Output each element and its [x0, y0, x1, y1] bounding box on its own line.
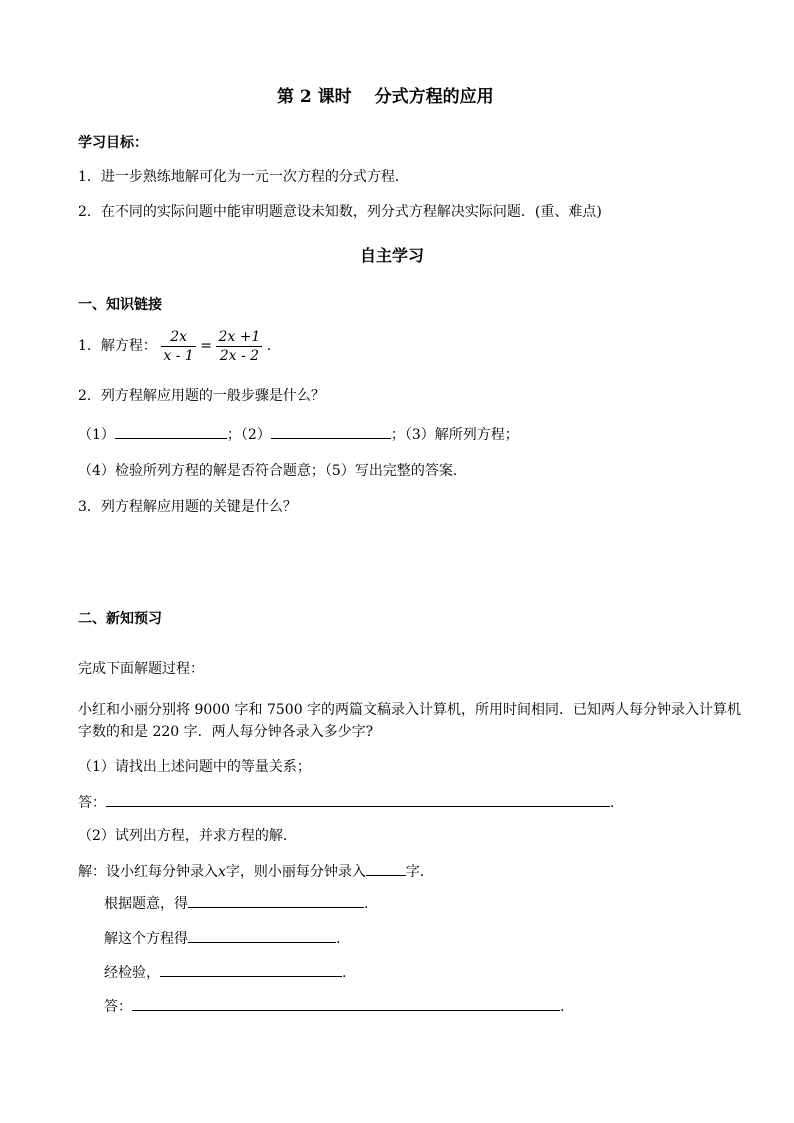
steps-line-2: （4）检验所列方程的解是否符合题意；（5）写出完整的答案． [78, 463, 467, 479]
step-1-blank[interactable] [115, 424, 227, 439]
steps-line-1 [78, 424, 519, 444]
period: . [342, 965, 347, 981]
sub-question-2: （2）试列出方程，并求方程的解． [78, 828, 297, 844]
question-2: 2．列方程解应用题的一般步骤是什么？ [78, 388, 325, 404]
goal-item-1: 1．进一步熟练地解可化为一元一次方程的分式方程． [78, 169, 409, 185]
answer-label: 答： [78, 795, 106, 811]
goal-item-2: 2．在不同的实际问题中能审明题意设未知数，列分式方程解决实际问题．(重、难点) [78, 204, 602, 220]
final-answer-label: 答： [104, 999, 132, 1015]
page-title: 第 2 课时 分式方程的应用 [277, 87, 494, 107]
section-title: 自主学习 [360, 246, 425, 265]
variable-x: x [218, 864, 226, 880]
xiaoli-speed-blank[interactable] [366, 861, 406, 876]
equation-prefix: 1．解方程： [78, 338, 157, 354]
solve-blank[interactable] [188, 928, 336, 943]
solution-line-1 [78, 861, 434, 881]
solution-line-5 [104, 996, 564, 1016]
check-blank[interactable] [160, 962, 342, 977]
goals-heading: 学习目标： [78, 135, 148, 151]
question-3: 3．列方程解应用题的关键是什么？ [78, 499, 297, 515]
final-answer-blank[interactable] [132, 996, 560, 1011]
step-2-blank[interactable] [271, 424, 391, 439]
sub-question-1: （1）请找出上述问题中的等量关系； [78, 759, 311, 775]
answer-blank-1[interactable] [106, 792, 610, 807]
period: . [364, 896, 369, 912]
part2-heading: 二、新知预习 [78, 611, 162, 627]
solution-line-3 [104, 928, 340, 948]
equals-sign: = [200, 338, 212, 354]
step-3-label: ；（3）解所列方程； [390, 427, 519, 443]
lhs-numerator: 2x [161, 328, 195, 347]
solution-start: 解：设小红每分钟录入 [78, 864, 218, 880]
part1-heading: 一、知识链接 [78, 297, 162, 313]
rhs-denominator: 2x - 2 [219, 347, 260, 364]
solve-label: 解这个方程得 [104, 931, 188, 947]
answer-line-1 [78, 792, 614, 812]
problem-line-1: 小红和小丽分别将 9000 字和 7500 字的两篇文稿录入计算机，所用时间相同．已知两人每分钟录入计算机 [78, 702, 742, 718]
rhs-numerator: 2x +1 [218, 328, 261, 345]
lhs-fraction [161, 328, 195, 365]
equation-question [78, 326, 271, 366]
check-label: 经检验， [104, 965, 160, 981]
equation-label: 根据题意，得 [104, 896, 188, 912]
period: . [610, 795, 615, 811]
step-2-label: ；（2） [226, 427, 271, 443]
problem-line-2: 字数的和是 220 字．两人每分钟各录入多少字? [78, 724, 374, 740]
solution-line-4 [104, 962, 346, 982]
rhs-fraction [216, 328, 262, 365]
period: . [560, 999, 565, 1015]
step-1-label: （1） [78, 427, 115, 443]
equation-blank[interactable] [188, 893, 364, 908]
solution-end: 字． [405, 864, 434, 880]
lhs-denominator: x - 1 [163, 347, 194, 364]
equation-suffix: . [266, 338, 272, 354]
solution-line-2 [104, 893, 368, 913]
period: . [336, 931, 341, 947]
solution-mid: 字，则小丽每分钟录入 [225, 864, 366, 880]
part2-intro: 完成下面解题过程： [78, 661, 204, 677]
